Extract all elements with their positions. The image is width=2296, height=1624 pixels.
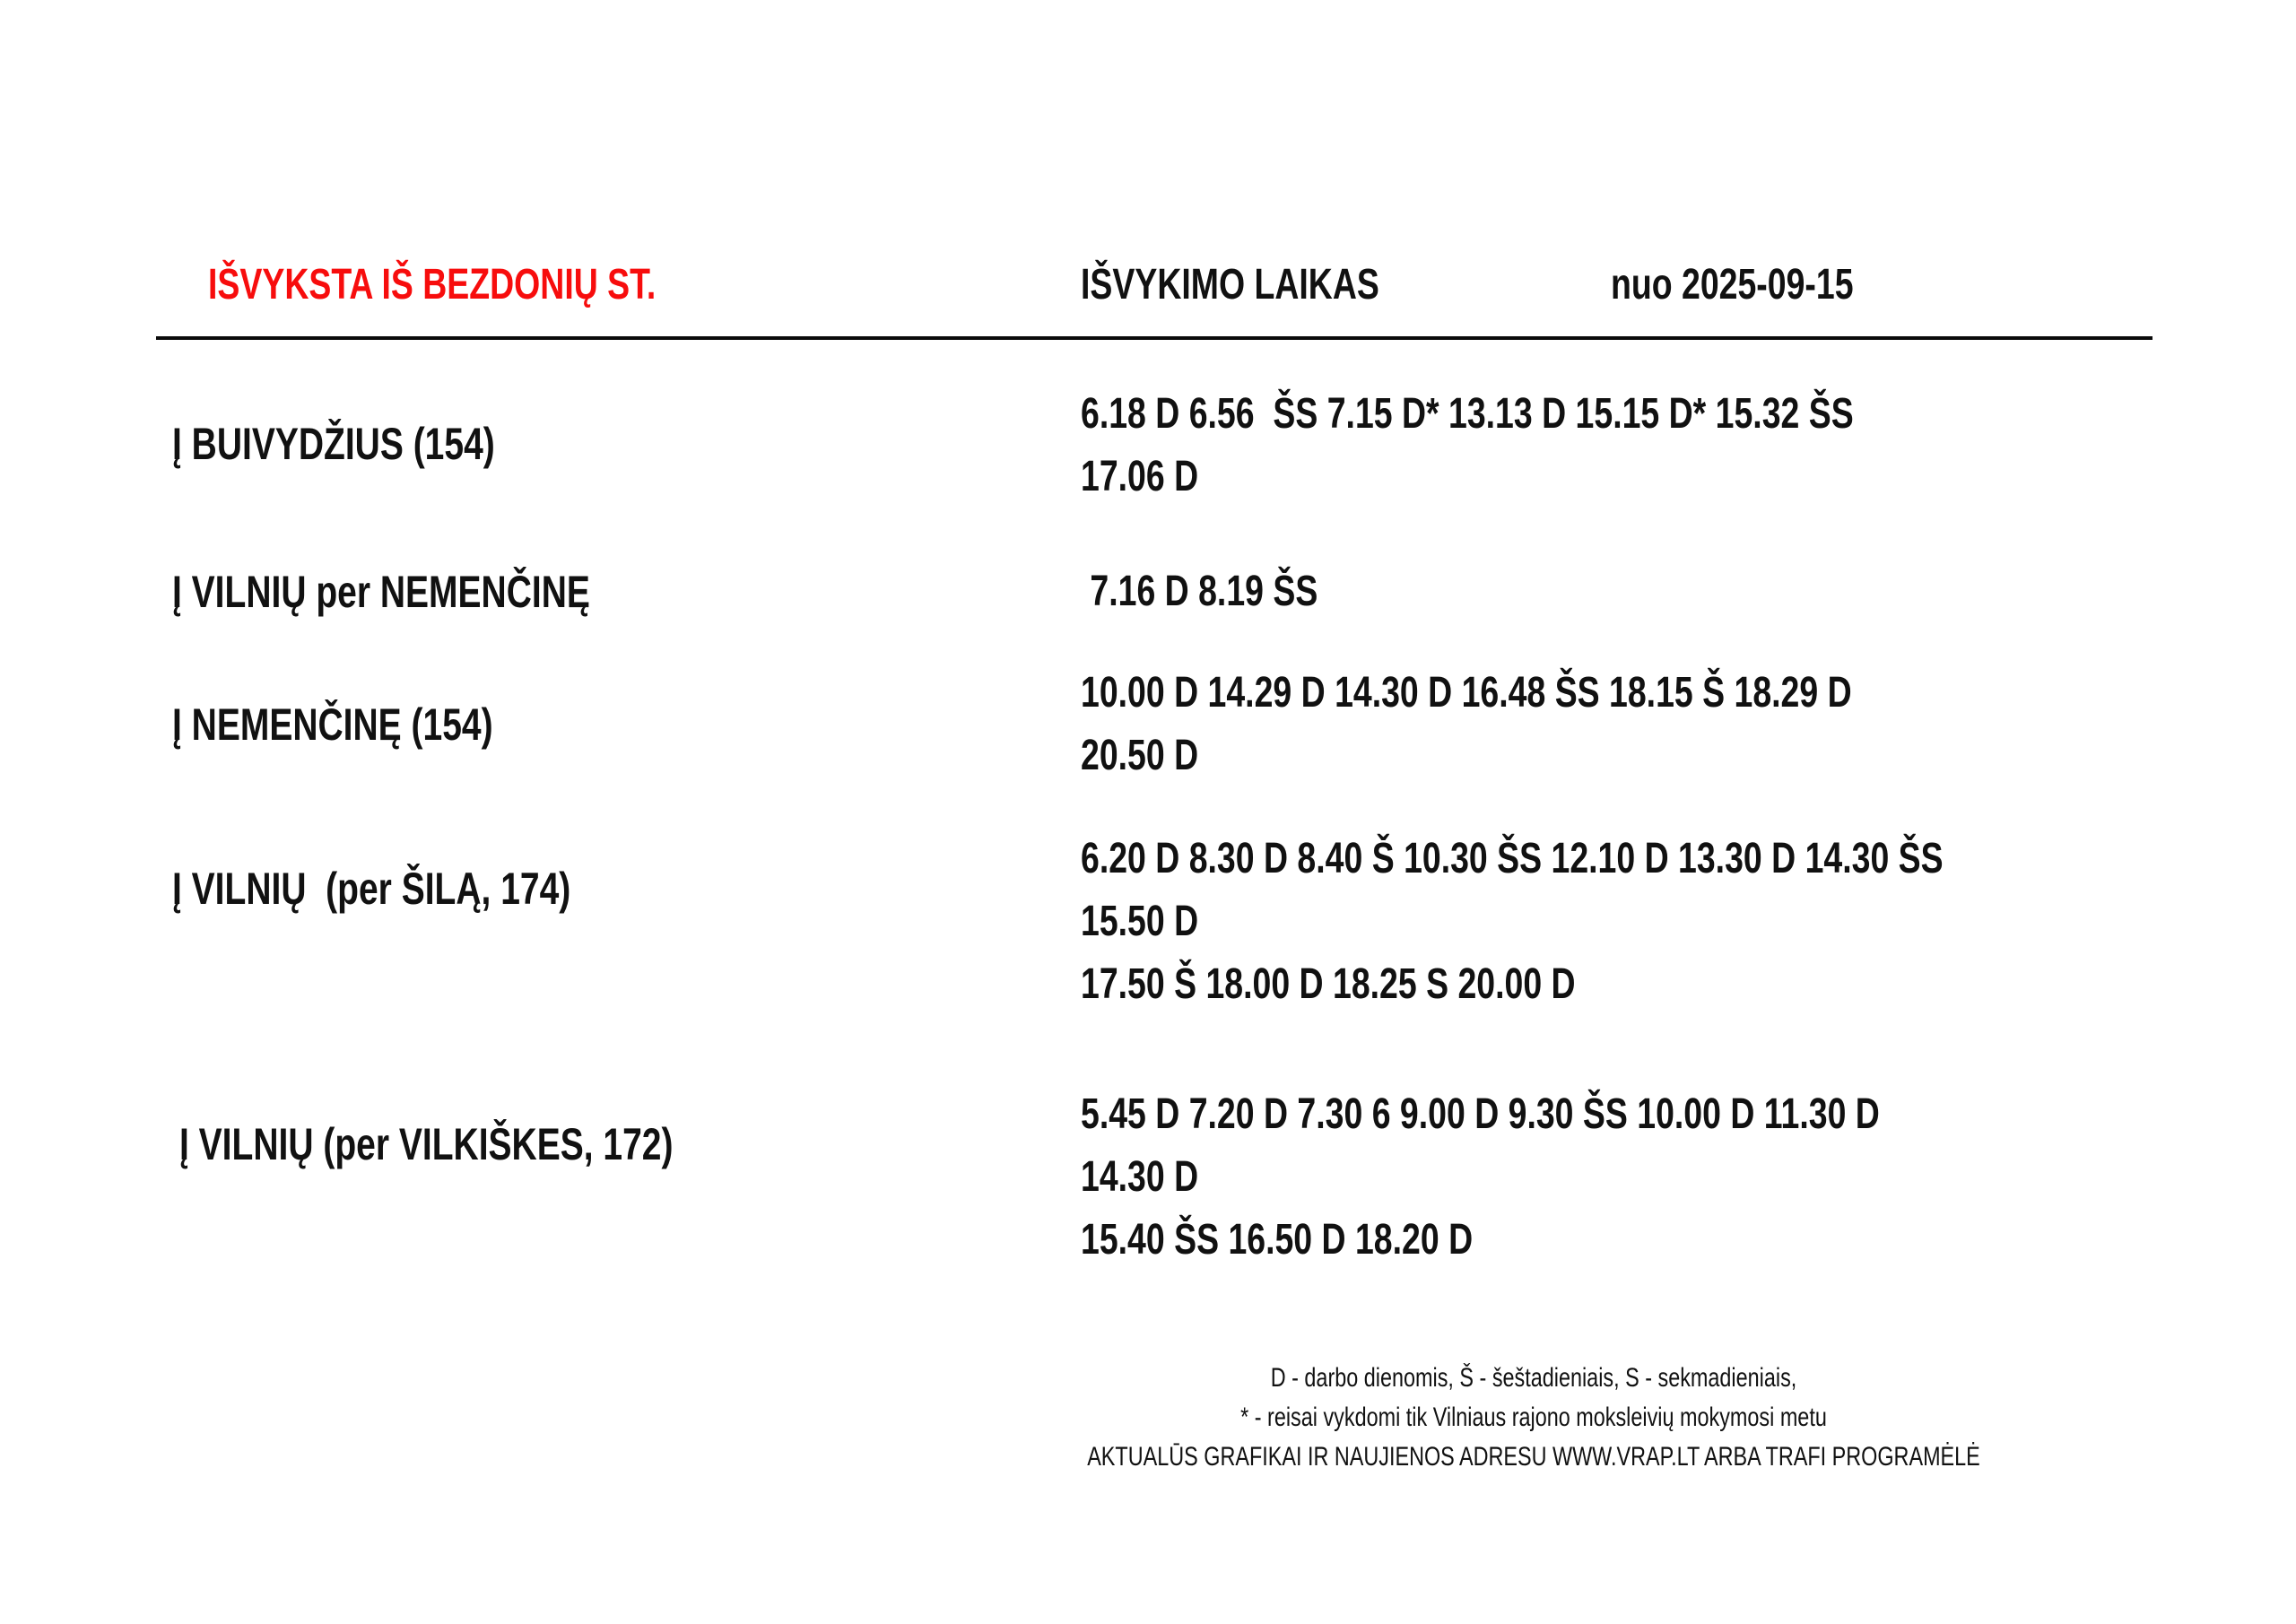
departure-times-heading: IŠVYKIMO LAIKAS [1081, 261, 1379, 308]
times-list-nemencine [1081, 662, 2296, 787]
times-list-vilniu-per-nemencine [1081, 560, 2296, 623]
destination-label-vilniu-per-vilkiskes: Į VILNIŲ (per VILKIŠKES, 172) [179, 1119, 674, 1169]
header-divider [156, 336, 2152, 340]
times-line: 6.20 D 8.30 D 8.40 Š 10.30 ŠS 12.10 D 13.30 D 14.30 ŠS [1081, 835, 1944, 882]
times-line: 7.16 D 8.19 ŠS [1081, 568, 1318, 615]
legend-asterisk-note: * - reisai vykdomi tik Vilniaus rajono moksleivių mokymosi metu [1240, 1403, 1827, 1432]
destination-label-buivydzius: Į BUIVYDŽIUS (154) [172, 419, 495, 469]
destination-label-nemencine: Į NEMENČINĘ (154) [172, 699, 493, 750]
times-line: 14.30 D [1081, 1153, 1199, 1201]
origin-station-title: IŠVYKSTA IŠ BEZDONIŲ ST. [208, 261, 657, 308]
valid-from-date: nuo 2025-09-15 [1611, 261, 1854, 308]
times-line: 17.50 Š 18.00 D 18.25 S 20.00 D [1081, 960, 1576, 1008]
times-line: 6.18 D 6.56 ŠS 7.15 D* 13.13 D 15.15 D* 15.32 ŠS [1081, 390, 1854, 438]
times-line: 15.50 D [1081, 898, 1199, 945]
times-line: 17.06 D [1081, 453, 1199, 500]
legend-day-codes: D - darbo dienomis, Š - šeštadieniais, S - sekmadieniais, [1270, 1363, 1797, 1393]
times-line: 20.50 D [1081, 732, 1199, 779]
destination-label-vilniu-per-sila: Į VILNIŲ (per ŠILĄ, 174) [172, 864, 571, 914]
times-line: 10.00 D 14.29 D 14.30 D 16.48 ŠS 18.15 Š 18.29 D [1081, 669, 1852, 716]
legend-info-source: AKTUALŪS GRAFIKAI IR NAUJIENOS ADRESU WWW.VRAP.LT ARBA TRAFI PROGRAMĖLĖ [1087, 1442, 1980, 1472]
times-line: 15.40 ŠS 16.50 D 18.20 D [1081, 1216, 1474, 1264]
legend-notes [771, 1359, 2296, 1477]
destination-label-vilniu-per-nemencine: Į VILNIŲ per NEMENČINĘ [172, 567, 590, 617]
times-list-vilniu-per-sila [1081, 828, 2296, 1016]
times-line: 5.45 D 7.20 D 7.30 6 9.00 D 9.30 ŠS 10.00 D 11.30 D [1081, 1090, 1880, 1138]
times-list-vilniu-per-vilkiskes [1081, 1083, 2296, 1272]
times-list-buivydzius [1081, 383, 2296, 508]
